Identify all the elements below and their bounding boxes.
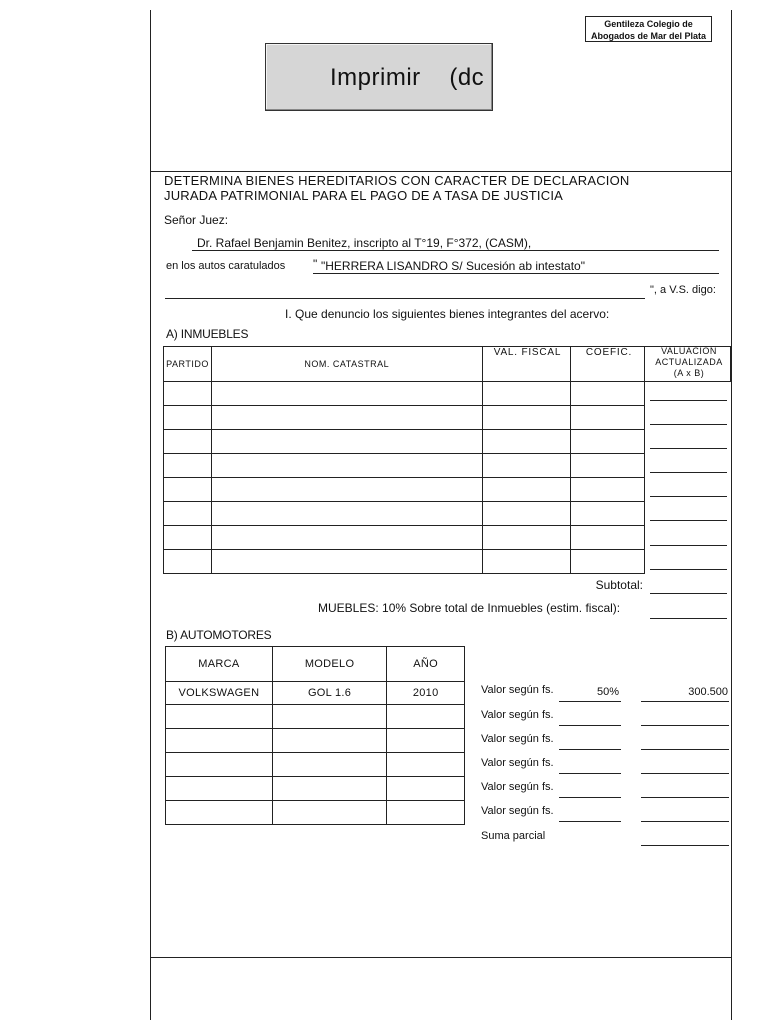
table-cell[interactable] — [482, 382, 571, 406]
table-cell[interactable] — [482, 430, 571, 454]
autos-label: en los autos caratulados — [166, 260, 286, 272]
table-row — [166, 705, 465, 729]
closing-text: ", a V.S. digo: — [650, 284, 716, 296]
table-cell[interactable] — [482, 550, 571, 574]
lawyer-underline — [192, 250, 719, 251]
autos-underline — [313, 273, 719, 274]
table-cell[interactable] — [571, 454, 645, 478]
table-cell[interactable] — [571, 382, 645, 406]
muebles-label — [318, 601, 620, 615]
header-divider — [150, 171, 732, 172]
table-cell[interactable] — [211, 478, 482, 502]
col-modelo: MODELO — [272, 647, 387, 682]
print-button[interactable] — [265, 43, 493, 111]
muebles-label-b: Sobre total de Inmuebles (estim. fiscal): — [406, 601, 621, 615]
valor-pct-line — [559, 821, 621, 822]
table-cell — [645, 430, 731, 454]
col-anio: AÑO — [387, 647, 465, 682]
table-cell[interactable] — [571, 406, 645, 430]
subtotal-line[interactable] — [650, 593, 727, 594]
col-val-fiscal: VAL. FISCAL — [493, 347, 562, 358]
table-cell[interactable] — [571, 550, 645, 574]
valor-amount-line — [641, 773, 729, 774]
modelo-cell[interactable]: GOL 1.6 — [272, 682, 387, 705]
valuacion-line[interactable] — [650, 545, 727, 546]
table-cell[interactable] — [482, 502, 571, 526]
table-cell[interactable] — [571, 502, 645, 526]
autos-caption-field[interactable]: "HERRERA LISANDRO S/ Sucesión ab intestato" — [321, 259, 585, 273]
table-cell[interactable] — [164, 502, 212, 526]
valor-label: Valor según fs. — [481, 757, 554, 769]
valor-amount-line — [641, 797, 729, 798]
section-automotores-title: B) AUTOMOTORES — [166, 628, 272, 642]
footer-divider — [150, 957, 732, 958]
table-cell — [645, 502, 731, 526]
col-coefic: COEFIC. — [585, 347, 633, 358]
valor-pct-line — [559, 701, 621, 702]
marca-cell[interactable] — [166, 705, 273, 729]
table-cell[interactable] — [211, 526, 482, 550]
table-cell[interactable] — [211, 502, 482, 526]
table-cell[interactable] — [211, 406, 482, 430]
table-cell[interactable] — [571, 478, 645, 502]
table-row — [166, 729, 465, 753]
valuacion-line[interactable] — [650, 400, 727, 401]
section-inmuebles-title: A) INMUEBLES — [166, 327, 249, 341]
table-cell[interactable] — [211, 454, 482, 478]
document-title-line-2: JURADA PATRIMONIAL PARA EL PAGO DE A TASA DE JUSTICIA — [164, 188, 564, 203]
valor-amount-line — [641, 701, 729, 702]
anio-cell[interactable] — [387, 753, 465, 777]
valuacion-line[interactable] — [650, 520, 727, 521]
marca-cell[interactable] — [166, 729, 273, 753]
subtotal-label: Subtotal: — [595, 578, 643, 592]
muebles-label-a: MUEBLES: 10% — [318, 601, 407, 615]
muebles-line[interactable] — [650, 618, 727, 619]
table-cell[interactable] — [164, 478, 212, 502]
table-cell — [645, 406, 731, 430]
col-valuacion — [646, 346, 732, 379]
table-cell[interactable] — [482, 478, 571, 502]
table-cell[interactable] — [571, 526, 645, 550]
suma-parcial-line[interactable] — [641, 845, 729, 846]
table-cell[interactable] — [164, 550, 212, 574]
valor-pct-line — [559, 749, 621, 750]
print-button-label: Imprimir (dc — [330, 64, 485, 91]
continuation-underline — [165, 298, 645, 299]
marca-cell[interactable] — [166, 801, 273, 825]
table-cell[interactable] — [571, 430, 645, 454]
valor-pct-line — [559, 773, 621, 774]
table-cell[interactable] — [211, 382, 482, 406]
table-row — [166, 801, 465, 825]
valuacion-line[interactable] — [650, 472, 727, 473]
table-cell — [645, 382, 731, 406]
statement: I. Que denuncio los siguientes bienes integrantes del acervo: — [285, 307, 610, 321]
valor-label: Valor según fs. — [481, 805, 554, 817]
page-left-border — [150, 10, 151, 1020]
automotores-table — [165, 646, 465, 825]
valor-pct-line — [559, 797, 621, 798]
valor-amount[interactable]: 300.500 — [688, 686, 728, 698]
document-title-line-1: DETERMINA BIENES HEREDITARIOS CON CARACTER DE DECLARACION — [164, 173, 630, 188]
page-right-border — [731, 10, 732, 1020]
table-cell[interactable] — [482, 454, 571, 478]
anio-cell[interactable]: 2010 — [387, 682, 465, 705]
valor-pct[interactable]: 50% — [596, 686, 619, 698]
salutation: Señor Juez: — [164, 213, 229, 227]
valor-pct-line — [559, 725, 621, 726]
table-row — [166, 777, 465, 801]
valuacion-line[interactable] — [650, 424, 727, 425]
marca-cell[interactable] — [166, 753, 273, 777]
valuacion-line[interactable] — [650, 496, 727, 497]
modelo-cell[interactable] — [272, 801, 387, 825]
table-cell[interactable] — [164, 454, 212, 478]
modelo-cell[interactable] — [272, 777, 387, 801]
modelo-cell[interactable] — [272, 729, 387, 753]
valor-label: Valor según fs. — [481, 684, 554, 696]
table-cell[interactable] — [164, 382, 212, 406]
table-row — [166, 753, 465, 777]
valor-label: Valor según fs. — [481, 781, 554, 793]
anio-cell[interactable] — [387, 705, 465, 729]
col-valuacion-line-3: (A x B) — [673, 368, 705, 378]
valuacion-line[interactable] — [650, 569, 727, 570]
valor-label: Valor según fs. — [481, 709, 554, 721]
valor-amount-line — [641, 821, 729, 822]
valor-label: Valor según fs. — [481, 733, 554, 745]
anio-cell[interactable] — [387, 801, 465, 825]
anio-cell[interactable] — [387, 729, 465, 753]
modelo-cell[interactable] — [272, 753, 387, 777]
col-partido: PARTIDO — [164, 347, 212, 382]
inmuebles-table — [163, 346, 731, 574]
marca-cell[interactable]: VOLKSWAGEN — [166, 682, 273, 705]
table-cell[interactable] — [164, 430, 212, 454]
valuacion-line[interactable] — [650, 448, 727, 449]
col-nom-catastral: NOM. CATASTRAL — [211, 347, 482, 382]
col-valuacion-line-2: ACTUALIZADA — [655, 357, 723, 367]
col-marca: MARCA — [166, 647, 273, 682]
marca-cell[interactable] — [166, 777, 273, 801]
col-valuacion-line-1: VALUACION — [661, 346, 717, 356]
table-cell[interactable] — [211, 550, 482, 574]
table-cell — [645, 478, 731, 502]
sponsor-box — [585, 16, 712, 42]
lawyer-line: Dr. Rafael Benjamin Benitez, inscripto al T°19, F°372, (CASM), — [197, 236, 532, 250]
anio-cell[interactable] — [387, 777, 465, 801]
autos-quote-open: " — [313, 257, 318, 271]
table-cell[interactable] — [164, 526, 212, 550]
table-cell[interactable] — [164, 406, 212, 430]
table-row — [166, 682, 465, 705]
valor-amount-line — [641, 725, 729, 726]
table-cell — [645, 454, 731, 478]
modelo-cell[interactable] — [272, 705, 387, 729]
table-cell[interactable] — [482, 406, 571, 430]
valor-amount-line — [641, 749, 729, 750]
table-cell[interactable] — [482, 526, 571, 550]
sponsor-line-1: Gentileza Colegio de — [604, 19, 693, 29]
sponsor-line-2: Abogados de Mar del Plata — [590, 31, 707, 41]
suma-parcial-label: Suma parcial — [481, 830, 546, 842]
table-cell[interactable] — [211, 430, 482, 454]
